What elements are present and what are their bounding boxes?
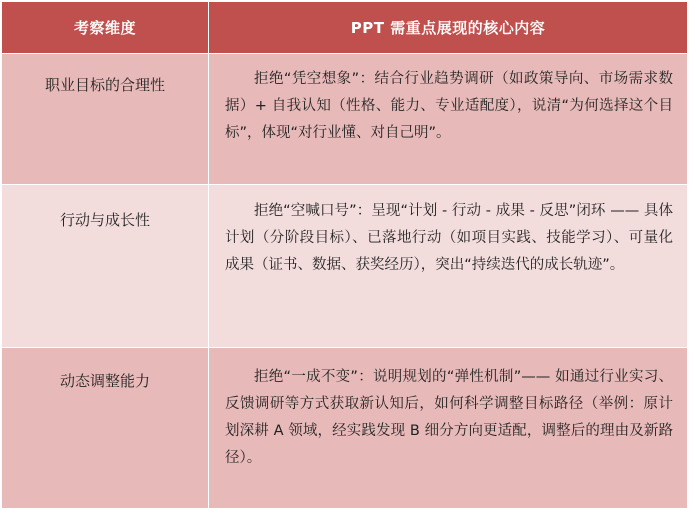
table-row bbox=[2, 348, 688, 509]
table-row bbox=[2, 54, 688, 185]
row-dimension: 职业目标的合理性 bbox=[2, 54, 209, 185]
row-dimension: 行动与成长性 bbox=[2, 185, 209, 348]
header-dimension: 考察维度 bbox=[2, 2, 209, 54]
row-content: 拒绝“一成不变”：说明规划的“弹性机制”—— 如通过行业实习、反馈调研等方式获取新认知后，如何科学调整目标路径（举例：原计划深耕 A 领域，经实践发现 B 细分方向更适配，调整后的理由及新路径）。 bbox=[209, 348, 688, 509]
header-content: PPT 需重点展现的核心内容 bbox=[209, 2, 688, 54]
row-dimension: 动态调整能力 bbox=[2, 348, 209, 509]
row-content: 拒绝“空喊口号”：呈现“计划 - 行动 - 成果 - 反思”闭环 —— 具体计划（分阶段目标）、已落地行动（如项目实践、技能学习）、可量化成果（证书、数据、获奖经历），突出“持续迭代的成长轨迹”。 bbox=[209, 185, 688, 348]
table-row bbox=[2, 185, 688, 348]
row-content: 拒绝“凭空想象”：结合行业趋势调研（如政策导向、市场需求数据）+ 自我认知（性格、能力、专业适配度），说清“为何选择这个目标”，体现“对行业懂、对自己明”。 bbox=[209, 54, 688, 185]
evaluation-table bbox=[1, 1, 688, 509]
table-header-row bbox=[2, 2, 688, 54]
